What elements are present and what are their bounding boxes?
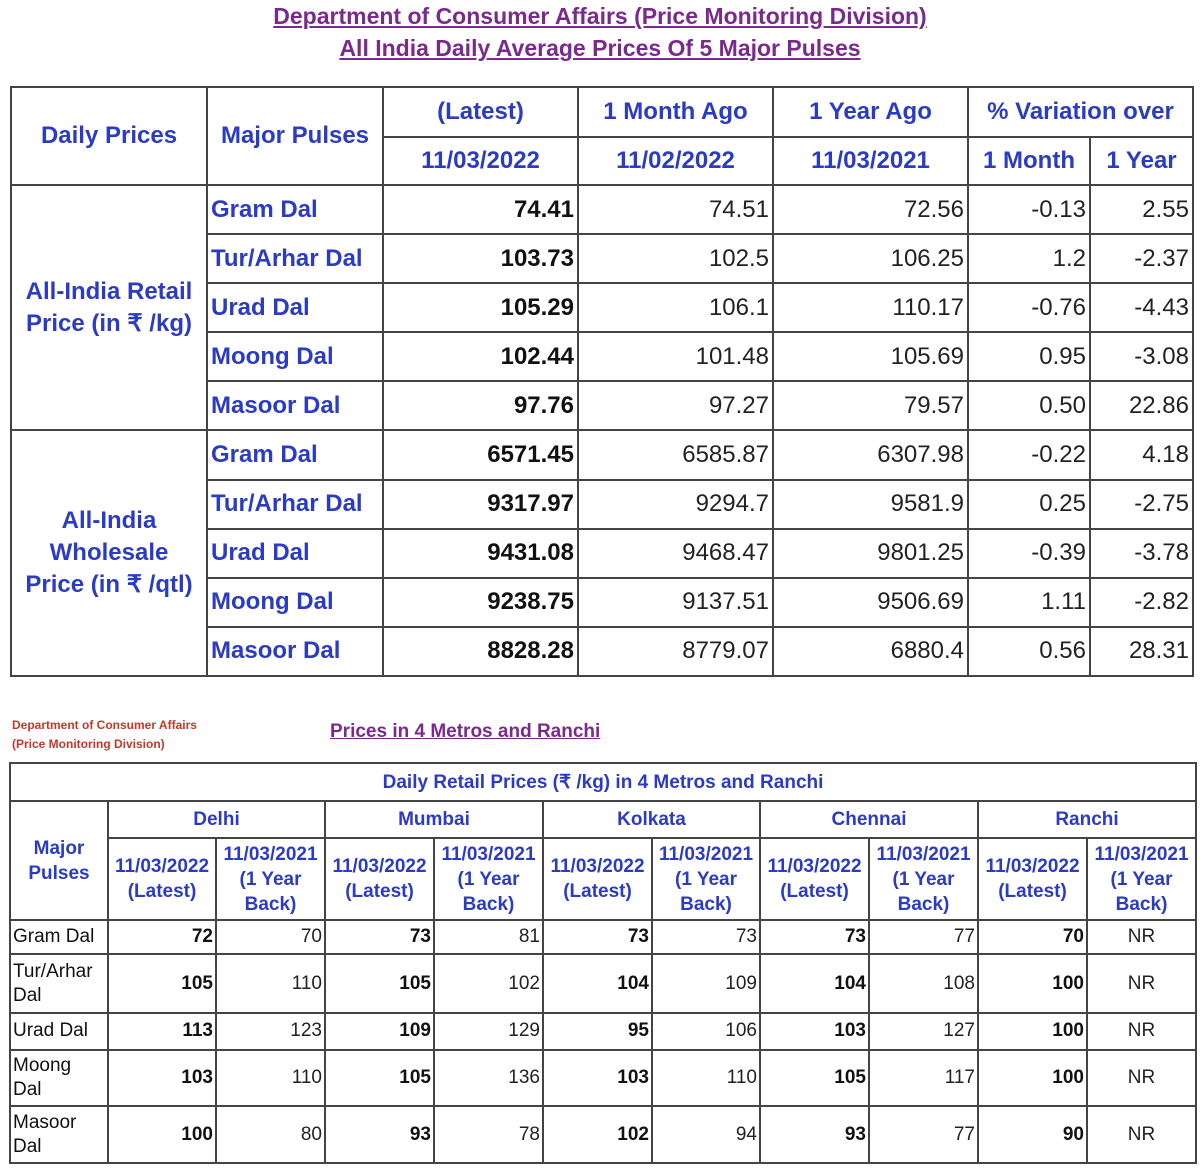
latest-price: 100 <box>978 954 1087 1013</box>
latest-price: 104 <box>760 954 869 1013</box>
pulse-name: Gram Dal <box>207 430 383 479</box>
section-label-line: Wholesale <box>49 539 169 567</box>
caption-row <box>10 763 1196 801</box>
subheader-line: (1 Year <box>239 868 302 890</box>
latest-price: 102.44 <box>383 332 578 381</box>
subheader-latest <box>325 838 434 920</box>
latest-price: 73 <box>325 920 434 954</box>
month-ago-price: 9137.51 <box>578 578 773 627</box>
subheader-latest <box>760 838 869 920</box>
latest-price: 105 <box>108 954 216 1013</box>
city-header: Chennai <box>760 801 978 838</box>
latest-price: 103.73 <box>383 234 578 283</box>
year-back-price: 136 <box>434 1050 543 1107</box>
variation-month: 0.50 <box>968 381 1090 430</box>
year-back-price: 81 <box>434 920 543 954</box>
header-one-month: 1 Month <box>968 137 1090 185</box>
subheader-line: (1 Year <box>1110 868 1173 890</box>
subheader-line: 11/03/2021 <box>658 843 754 865</box>
table-row <box>11 430 1193 479</box>
variation-month: 0.25 <box>968 480 1090 529</box>
subheader-line: 11/03/2022 <box>332 856 427 877</box>
year-ago-price: 110.17 <box>773 283 968 332</box>
section-label-line: All-India Retail <box>25 277 193 305</box>
section-label-line: Price (in ₹ /kg) <box>26 309 192 337</box>
latest-price: 73 <box>543 920 652 954</box>
month-ago-price: 97.27 <box>578 381 773 430</box>
month-ago-price: 74.51 <box>578 185 773 234</box>
subheader-line: 11/03/2021 <box>876 843 971 865</box>
year-back-price: 102 <box>434 954 543 1013</box>
pulse-name <box>10 954 108 1013</box>
subheader-line: Back) <box>680 893 732 915</box>
latest-price: 103 <box>108 1050 216 1107</box>
variation-year: 22.86 <box>1090 381 1193 430</box>
variation-year: 4.18 <box>1090 430 1193 479</box>
pulse-name <box>10 920 108 954</box>
latest-price: 6571.45 <box>383 430 578 479</box>
variation-year: -2.82 <box>1090 578 1193 627</box>
latest-price: 8828.28 <box>383 627 578 676</box>
latest-price: 103 <box>543 1050 652 1107</box>
year-back-price: NR <box>1087 954 1196 1013</box>
subheader-line: 11/03/2021 <box>223 843 318 865</box>
latest-price: 73 <box>760 920 869 954</box>
latest-price: 9317.97 <box>383 480 578 529</box>
pulse-name-line: Gram Dal <box>13 926 95 948</box>
pulse-name: Masoor Dal <box>207 627 383 676</box>
year-back-price: 127 <box>869 1013 978 1049</box>
variation-month: -0.22 <box>968 430 1090 479</box>
latest-price: 100 <box>108 1106 216 1163</box>
year-back-price: 77 <box>869 920 978 954</box>
subheader-line: Back) <box>462 893 515 915</box>
latest-price: 95 <box>543 1013 652 1049</box>
subheader-line: Back) <box>897 893 950 915</box>
subheader-line: 11/03/2021 <box>1094 843 1189 865</box>
year-back-price: NR <box>1087 1106 1196 1163</box>
year-back-price: 70 <box>216 920 325 954</box>
year-ago-price: 79.57 <box>773 381 968 430</box>
pulse-name: Gram Dal <box>207 185 383 234</box>
pulse-name-line: Urad Dal <box>13 1020 88 1042</box>
latest-price: 105 <box>760 1050 869 1107</box>
year-ago-price: 9581.9 <box>773 480 968 529</box>
month-ago-price: 9294.7 <box>578 480 773 529</box>
year-back-price: 110 <box>216 954 325 1013</box>
month-ago-price: 9468.47 <box>578 529 773 578</box>
table-row <box>11 185 1193 234</box>
month-ago-price: 101.48 <box>578 332 773 381</box>
header-line: Major <box>33 837 85 859</box>
month-ago-price: 106.1 <box>578 283 773 332</box>
subheader-line: (1 Year <box>457 868 520 890</box>
section-label <box>11 430 207 676</box>
subheader-line: Back) <box>1115 893 1168 915</box>
variation-year: -2.75 <box>1090 480 1193 529</box>
section-label-line: Price (in ₹ /qtl) <box>25 571 193 599</box>
subheader-line: Back) <box>244 893 297 915</box>
variation-month: 1.11 <box>968 578 1090 627</box>
latest-price: 93 <box>325 1106 434 1163</box>
subheader-line: (Latest) <box>998 881 1067 902</box>
year-ago-price: 9506.69 <box>773 578 968 627</box>
subheader-year-back <box>216 838 325 920</box>
variation-month: 0.95 <box>968 332 1090 381</box>
year-back-price: NR <box>1087 920 1196 954</box>
table-row <box>10 1013 1196 1049</box>
subheader-line: (Latest) <box>563 881 632 902</box>
year-back-price: 80 <box>216 1106 325 1163</box>
subheader-line: (1 Year <box>675 868 737 890</box>
subheader-year-back <box>1087 838 1196 920</box>
all-india-prices-table <box>10 86 1194 677</box>
pulse-name-line: Masoor <box>13 1111 77 1133</box>
page-subtitle: All India Daily Average Prices Of 5 Major Pulses <box>339 35 861 61</box>
table-row <box>10 1106 1196 1163</box>
latest-price: 72 <box>108 920 216 954</box>
subheader-line: (Latest) <box>345 881 414 902</box>
subheader-latest <box>978 838 1087 920</box>
latest-price: 90 <box>978 1106 1087 1163</box>
latest-price: 103 <box>760 1013 869 1049</box>
header-major-pulses: Major Pulses <box>207 87 383 185</box>
year-ago-price: 106.25 <box>773 234 968 283</box>
latest-price: 9238.75 <box>383 578 578 627</box>
pulse-name <box>10 1106 108 1163</box>
latest-price: 97.76 <box>383 381 578 430</box>
table-row <box>10 1050 1196 1107</box>
header-year-ago: 1 Year Ago <box>773 87 968 137</box>
year-back-price: 78 <box>434 1106 543 1163</box>
pulse-name: Tur/Arhar Dal <box>207 234 383 283</box>
latest-price: 113 <box>108 1013 216 1049</box>
dept-label <box>12 716 197 754</box>
pulse-name <box>10 1050 108 1107</box>
year-ago-price: 6880.4 <box>773 627 968 676</box>
pulse-name-line: Dal <box>13 1078 42 1100</box>
year-back-price: NR <box>1087 1050 1196 1107</box>
variation-year: -3.78 <box>1090 529 1193 578</box>
metros-prices-table <box>9 762 1197 1164</box>
page-title: Department of Consumer Affairs (Price Monitoring Division) <box>273 3 927 29</box>
pulse-name-line: Dal <box>13 984 42 1006</box>
pulse-name: Tur/Arhar Dal <box>207 480 383 529</box>
variation-month: 1.2 <box>968 234 1090 283</box>
pulse-name: Masoor Dal <box>207 381 383 430</box>
year-back-price: 117 <box>869 1050 978 1107</box>
year-ago-price: 6307.98 <box>773 430 968 479</box>
city-header: Ranchi <box>978 801 1196 838</box>
subheader-line: 11/03/2021 <box>441 843 536 865</box>
latest-price: 74.41 <box>383 185 578 234</box>
year-back-price: 109 <box>652 954 760 1013</box>
variation-year: 28.31 <box>1090 627 1193 676</box>
year-back-price: 94 <box>652 1106 760 1163</box>
city-header: Delhi <box>108 801 325 838</box>
year-back-price: 77 <box>869 1106 978 1163</box>
header-month-ago: 1 Month Ago <box>578 87 773 137</box>
subheader-line: 11/03/2022 <box>767 856 862 877</box>
latest-price: 70 <box>978 920 1087 954</box>
latest-price: 100 <box>978 1013 1087 1049</box>
latest-price: 105 <box>325 954 434 1013</box>
header-year-date: 11/03/2021 <box>773 137 968 185</box>
year-back-price: 129 <box>434 1013 543 1049</box>
latest-price: 105.29 <box>383 283 578 332</box>
subheader-line: (Latest) <box>127 881 197 902</box>
city-header: Mumbai <box>325 801 543 838</box>
subheader-line: (1 Year <box>892 868 955 890</box>
latest-price: 9431.08 <box>383 529 578 578</box>
year-ago-price: 9801.25 <box>773 529 968 578</box>
subheader-line: 11/03/2022 <box>985 856 1080 877</box>
variation-year: -4.43 <box>1090 283 1193 332</box>
year-ago-price: 105.69 <box>773 332 968 381</box>
table-caption: Daily Retail Prices (₹ /kg) in 4 Metros and Ranchi <box>10 763 1196 801</box>
metros-subtitle: Prices in 4 Metros and Ranchi <box>330 721 601 742</box>
pulse-name: Urad Dal <box>207 283 383 332</box>
header-major-pulses <box>10 801 108 920</box>
subheader-line: (Latest) <box>780 881 849 902</box>
table-row <box>10 954 1196 1013</box>
header-one-year: 1 Year <box>1090 137 1193 185</box>
variation-month: -0.13 <box>968 185 1090 234</box>
year-back-price: 73 <box>652 920 760 954</box>
variation-month: -0.76 <box>968 283 1090 332</box>
pulse-name: Urad Dal <box>207 529 383 578</box>
header-variation: % Variation over <box>968 87 1193 137</box>
month-ago-price: 102.5 <box>578 234 773 283</box>
pulse-name: Moong Dal <box>207 578 383 627</box>
section-label-line: All-India <box>61 507 157 535</box>
variation-year: -2.37 <box>1090 234 1193 283</box>
header-latest: (Latest) <box>383 87 578 137</box>
year-back-price: NR <box>1087 1013 1196 1049</box>
pulse-name-line: Dal <box>13 1135 42 1157</box>
year-back-price: 110 <box>216 1050 325 1107</box>
header-daily-prices: Daily Prices <box>11 87 207 185</box>
latest-price: 100 <box>978 1050 1087 1107</box>
month-ago-price: 8779.07 <box>578 627 773 676</box>
subheader-line: 11/03/2022 <box>550 856 645 877</box>
variation-month: -0.39 <box>968 529 1090 578</box>
latest-price: 102 <box>543 1106 652 1163</box>
pulse-name: Moong Dal <box>207 332 383 381</box>
dept-label-line: Department of Consumer Affairs <box>12 718 197 732</box>
year-ago-price: 72.56 <box>773 185 968 234</box>
pulse-name <box>10 1013 108 1049</box>
subheader-latest <box>108 838 216 920</box>
latest-price: 109 <box>325 1013 434 1049</box>
dept-label-line: (Price Monitoring Division) <box>12 737 165 751</box>
variation-year: 2.55 <box>1090 185 1193 234</box>
header-latest-date: 11/03/2022 <box>383 137 578 185</box>
city-row <box>10 801 1196 838</box>
subheader-year-back <box>869 838 978 920</box>
latest-price: 104 <box>543 954 652 1013</box>
year-back-price: 110 <box>652 1050 760 1107</box>
header-month-date: 11/02/2022 <box>578 137 773 185</box>
subheader-line: 11/03/2022 <box>114 856 210 877</box>
variation-year: -3.08 <box>1090 332 1193 381</box>
subheader-latest <box>543 838 652 920</box>
pulse-name-line: Tur/Arhar <box>13 960 93 982</box>
table-row <box>10 920 1196 954</box>
year-back-price: 106 <box>652 1013 760 1049</box>
year-back-price: 123 <box>216 1013 325 1049</box>
date-row <box>10 838 1196 920</box>
header-line: Pulses <box>28 862 90 884</box>
latest-price: 105 <box>325 1050 434 1107</box>
subheader-year-back <box>652 838 760 920</box>
city-header: Kolkata <box>543 801 760 838</box>
month-ago-price: 6585.87 <box>578 430 773 479</box>
subheader-year-back <box>434 838 543 920</box>
section-label <box>11 185 207 430</box>
pulse-name-line: Moong <box>13 1054 72 1076</box>
variation-month: 0.56 <box>968 627 1090 676</box>
latest-price: 93 <box>760 1106 869 1163</box>
year-back-price: 108 <box>869 954 978 1013</box>
